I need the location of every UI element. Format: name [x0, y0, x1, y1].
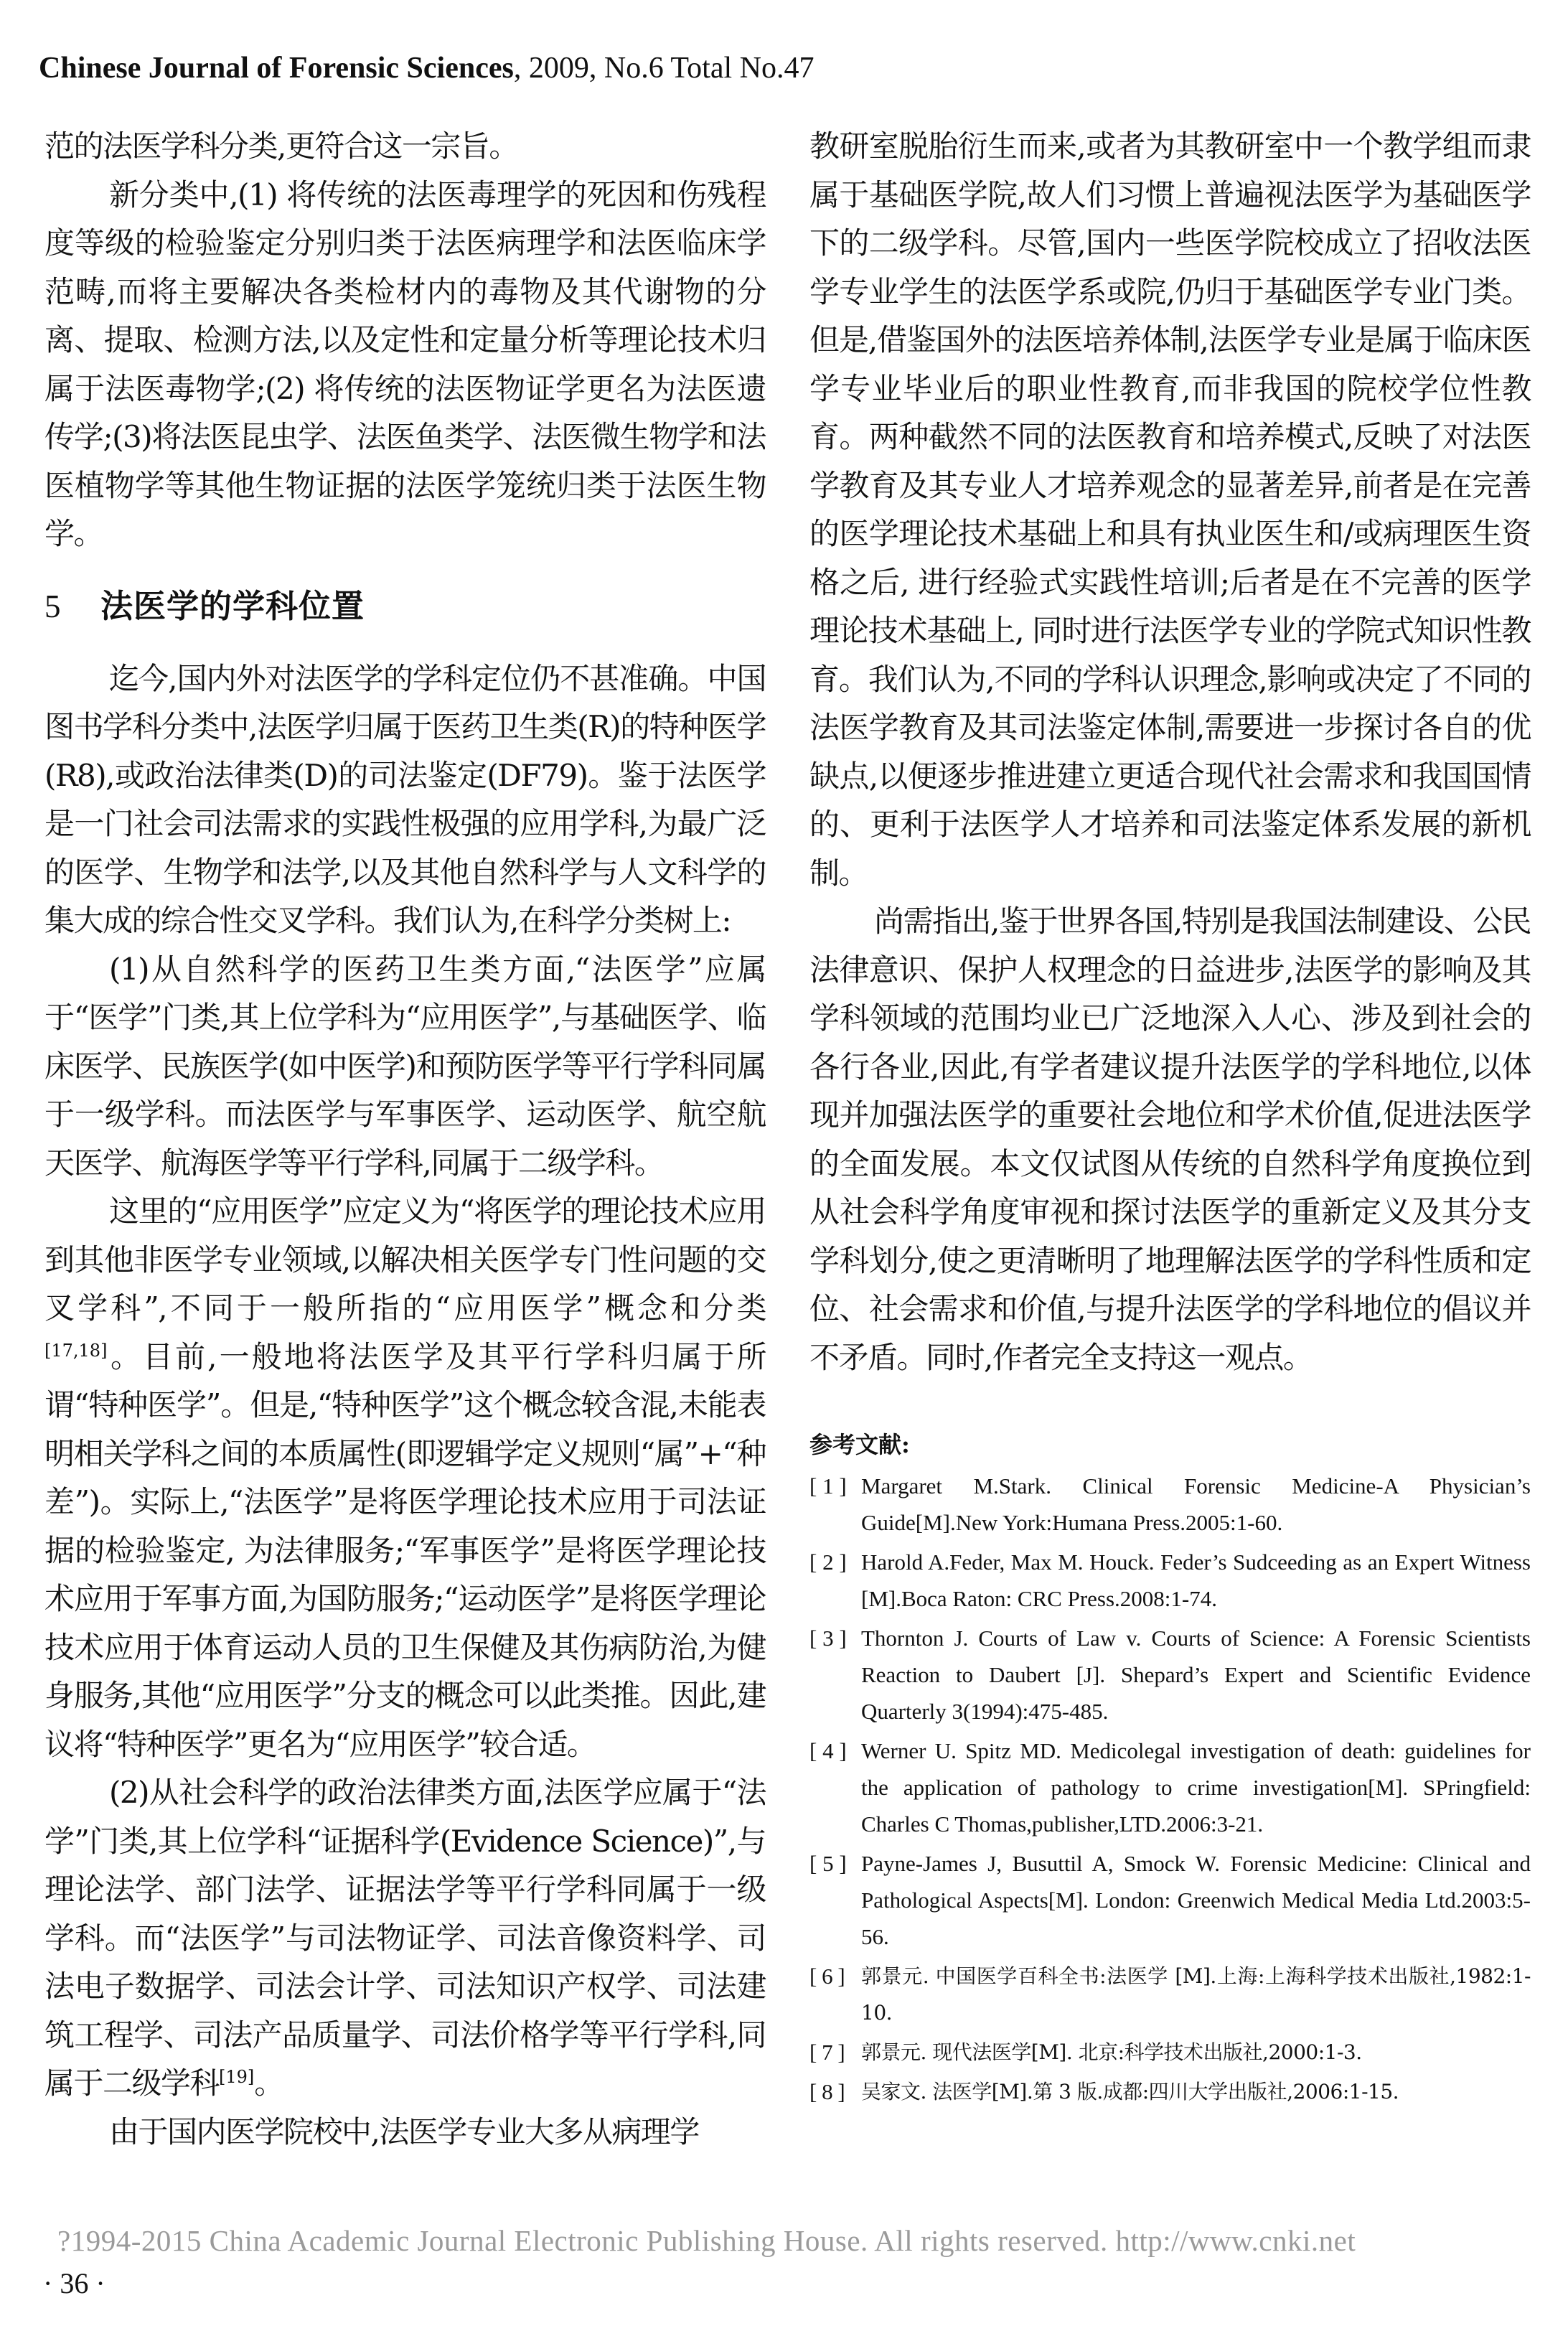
reference-number: [ 8 ] [809, 2079, 845, 2104]
reference-number: [ 4 ] [809, 1738, 847, 1763]
reference-item [809, 2073, 1531, 2110]
paragraph: 教研室脱胎衍生而来,或者为其教研室中一个教学组而隶属于基础医学院,故人们习惯上普遍视法医学为基础医学下的二级学科。尽管,国内一些医学院校成立了招收法医学专业学生的法医学系或院,仍归于基础医学专业门类。但是,借鉴国外的法医培养体制,法医学专业是属于临床医学专业毕业后的职业性教育,而非我国的院校学位性教育。两种截然不同的法医教育和培养模式,反映了对法医学教育及其专业人才培养观念的显著差异,前者是在完善的医学理论技术基础上和具有执业医生和/或病理医生资格之后, 进行经验式实践性培训;后者是在不完善的医学理论技术基础上, 同时进行法医学专业的学院式知识性教育。我们认为,不同的学科认识理念,影响或决定了不同的法医学教育及其司法鉴定体制,需要进一步探讨各自的优缺点,以便逐步推进建立更适合现代社会需求和我国国情的、更利于法医学人才培养和司法鉴定体系发展的新机制。 [809, 128, 1531, 891]
reference-item [809, 1845, 1531, 1955]
paragraph-text: (2)从社会科学的政治法律类方面,法医学应属于“法学”门类,其上位学科“证据科学(Evidence Science)”,与理论法学、部门法学、证据法学等平行学科同属于一级学科。而“法医学”与司法物证学、司法音像资料学、司法电子数据学、司法会计学、司法知识产权学、司法建筑工程学、司法产品质量学、司法价格学等平行学科,同属于二级学科 [44, 1775, 766, 2101]
reference-number: [ 5 ] [809, 1851, 847, 1876]
journal-name: Chinese Journal of Forensic Sciences [39, 52, 514, 85]
reference-text: Thornton J. Courts of Law v. Courts of Science: A Forensic Scientists Reaction to Daubert [J]. Shepard’s Expert and Scientific Evidence Quarterly 3(1994):475-485. [861, 1626, 1531, 1724]
issue-info: , 2009, No.6 Total No.47 [513, 52, 814, 85]
reference-number: [ 2 ] [809, 1549, 847, 1575]
reference-item [809, 2034, 1531, 2070]
reference-text: Payne-James J, Busuttil A, Smock W. Forensic Medicine: Clinical and Pathological Aspects[M]. London: Greenwich Medical Media Ltd.2003:5-56. [861, 1851, 1531, 1949]
paragraph: (1)从自然科学的医药卫生类方面,“法医学”应属于“医学”门类,其上位学科为“应用医学”,与基础医学、临床医学、民族医学(如中医学)和预防医学等平行学科同属于一级学科。而法医学与军事医学、运动医学、航空航天医学、航海医学等平行学科,同属于二级学科。 [44, 951, 766, 1181]
citation: [19] [219, 2067, 255, 2087]
section-title: 法医学的学科位置 [100, 586, 365, 625]
right-column [809, 122, 1531, 2113]
reference-item [809, 1620, 1531, 1730]
paragraph: 迄今,国内外对法医学的学科定位仍不甚准确。中国图书学科分类中,法医学归属于医药卫生类(R)的特种医学(R8),或政治法律类(D)的司法鉴定(DF79)。鉴于法医学是一门社会司法需求的实践性极强的应用学科,为最广泛的医学、生物学和法学,以及其他自然科学与人文科学的集大成的综合性交叉学科。我们认为,在科学分类树上: [44, 660, 766, 938]
reference-list [809, 1468, 1531, 2110]
reference-item [809, 1468, 1531, 1541]
reference-number: [ 1 ] [809, 1473, 847, 1498]
page-number: · 36 · [43, 2267, 105, 2299]
paragraph [44, 1768, 766, 2108]
reference-text: Margaret M.Stark. Clinical Forensic Medicine-A Physician’s Guide[M].New York:Humana Press.2005:1-60. [861, 1473, 1531, 1535]
paragraph-text: 。目前,一般地将法医学及其平行学科归属于所谓“特种医学”。但是,“特种医学”这个概念较含混,未能表明相关学科之间的本质属性(即逻辑学定义规则“属”+“种差”)。实际上,“法医学”是将医学理论技术应用于司法证据的检验鉴定, 为法律服务;“军事医学”是将医学理论技术应用于军事方面,为国防服务;“运动医学”是将医学理论技术应用于体育运动人员的卫生保健及其伤病防治,为健身服务,其他“应用医学”分支的概念可以此类推。因此,建议将“特种医学”更名为“应用医学”较合适。 [44, 1338, 766, 1762]
running-header [39, 53, 814, 83]
paragraph-text: 这里的“应用医学”应定义为“将医学的理论技术应用到其他非医学专业领域,以解决相关医学专门性问题的交叉学科”,不同于一般所指的“应用医学”概念和分类 [44, 1193, 766, 1326]
reference-item [809, 1958, 1531, 2031]
reference-item [809, 1544, 1531, 1617]
reference-text: 郭景元. 现代法医学[M]. 北京:科学技术出版社,2000:1-3. [861, 2040, 1362, 2064]
paragraph: 尚需指出,鉴于世界各国,特别是我国法制建设、公民法律意识、保护人权理念的日益进步,法医学的影响及其学科领域的范围均业已广泛地深入人心、涉及到社会的各行各业,因此,有学者建议提升法医学的学科地位,以体现并加强法医学的重要社会地位和学术价值,促进法医学的全面发展。本文仅试图从传统的自然科学角度换位到从社会科学角度审视和探讨法医学的重新定义及其分支学科划分,使之更清晰明了地理解法医学的学科性质和定位、社会需求和价值,与提升法医学的学科地位的倡议并不矛盾。同时,作者完全支持这一观点。 [809, 904, 1531, 1375]
reference-number: [ 6 ] [809, 1964, 845, 1989]
paragraph: 由于国内医学院校中,法医学专业大多从病理学 [109, 2114, 699, 2149]
references-heading: 参考文献: [809, 1431, 910, 1458]
paragraph: 范的法医学科分类,更符合这一宗旨。 [44, 128, 518, 164]
reference-text: Werner U. Spitz MD. Medicolegal investigation of death: guidelines for the application of pathology to crime investigation[M]. SPringfield: Charles C Thomas,publisher,LTD.2006:3-21. [861, 1738, 1531, 1837]
reference-number: [ 3 ] [809, 1626, 847, 1651]
reference-text: 吴家文. 法医学[M].第 3 版.成都:四川大学出版社,2006:1-15. [861, 2080, 1399, 2103]
paragraph [44, 1187, 766, 1768]
left-column [44, 122, 766, 2156]
reference-number: [ 7 ] [809, 2040, 845, 2065]
citation: [17,18] [44, 1340, 108, 1361]
reference-text: 郭景元. 中国医学百科全书:法医学 [M].上海:上海科学技术出版社,1982:1-10. [861, 1964, 1531, 2025]
copyright-footer: ?1994-2015 China Academic Journal Electronic Publishing House. All rights reserved. http://www.cnki.net [57, 2224, 1356, 2257]
reference-item [809, 1732, 1531, 1842]
section-number: 5 [44, 588, 62, 624]
section-heading [44, 581, 766, 632]
paragraph: 新分类中,(1) 将传统的法医毒理学的死因和伤残程度等级的检验鉴定分别归类于法医病理学和法医临床学范畴,而将主要解决各类检材内的毒物及其代谢物的分离、提取、检测方法,以及定性和定量分析等理论技术归属于法医毒物学;(2) 将传统的法医物证学更名为法医遗传学;(3)将法医昆虫学、法医鱼类学、法医微生物学和法医植物学等其他生物证据的法医学笼统归类于法医生物学。 [44, 177, 766, 551]
reference-text: Harold A.Feder, Max M. Houck. Feder’s Sudceeding as an Expert Witness [M].Boca Raton: CRC Press.2008:1-74. [861, 1549, 1531, 1611]
paragraph-text: 。 [254, 2065, 283, 2101]
